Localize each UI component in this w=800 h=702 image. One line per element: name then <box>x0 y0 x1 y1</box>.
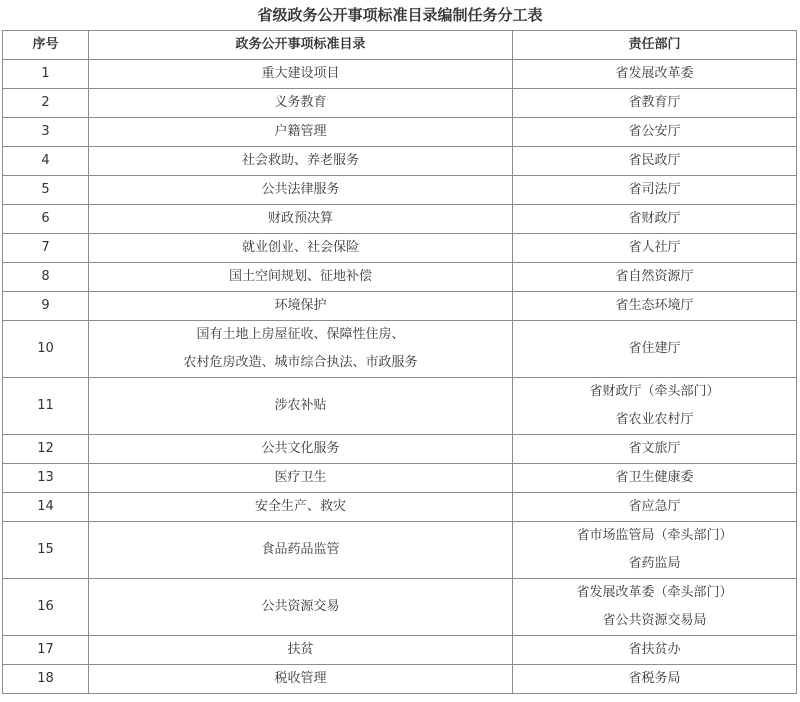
department-text: 省药监局 <box>628 556 681 571</box>
serial-number-cell: 10 <box>3 321 89 378</box>
department-text: 省教育厅 <box>628 95 681 110</box>
responsible-department-cell <box>513 234 797 263</box>
responsible-department-cell <box>513 493 797 522</box>
item-text: 农村危房改造、城市综合执法、市政服务 <box>183 355 418 370</box>
responsible-department-cell <box>513 665 797 694</box>
department-text: 省公共资源交易局 <box>602 613 707 628</box>
public-affairs-item-cell <box>89 89 513 118</box>
table-row <box>3 321 797 378</box>
responsible-department-cell <box>513 205 797 234</box>
table-row <box>3 493 797 522</box>
item-text: 安全生产、救灾 <box>254 499 346 514</box>
serial-number-cell: 7 <box>3 234 89 263</box>
item-text: 环境保护 <box>274 298 327 313</box>
item-text: 公共法律服务 <box>261 182 340 197</box>
department-text: 省住建厅 <box>628 341 681 356</box>
public-affairs-item-cell <box>89 176 513 205</box>
table-row <box>3 176 797 205</box>
department-text: 省税务局 <box>628 671 681 686</box>
department-text: 省人社厅 <box>628 240 681 255</box>
responsible-department-cell <box>513 118 797 147</box>
table-row <box>3 464 797 493</box>
serial-number-cell: 5 <box>3 176 89 205</box>
department-text: 省应急厅 <box>628 499 681 514</box>
responsible-department-cell <box>513 522 797 579</box>
table-row <box>3 292 797 321</box>
responsible-department-cell <box>513 147 797 176</box>
department-text: 省自然资源厅 <box>615 269 694 284</box>
public-affairs-item-cell <box>89 378 513 435</box>
serial-number-cell: 2 <box>3 89 89 118</box>
serial-number-cell: 11 <box>3 378 89 435</box>
header-responsible-department: 责任部门 <box>513 31 797 60</box>
serial-number-cell: 15 <box>3 522 89 579</box>
table-row <box>3 636 797 665</box>
item-text: 食品药品监管 <box>261 542 340 557</box>
task-allocation-table <box>2 30 797 694</box>
responsible-department-cell <box>513 89 797 118</box>
public-affairs-item-cell <box>89 292 513 321</box>
table-row <box>3 579 797 636</box>
responsible-department-cell <box>513 579 797 636</box>
department-text: 省司法厅 <box>628 182 681 197</box>
department-text: 省文旅厅 <box>628 441 681 456</box>
serial-number-cell: 13 <box>3 464 89 493</box>
department-text: 省市场监管局（牵头部门） <box>576 528 733 543</box>
department-text: 省扶贫办 <box>628 642 681 657</box>
item-text: 税收管理 <box>274 671 327 686</box>
serial-number-cell: 12 <box>3 435 89 464</box>
serial-number-cell: 18 <box>3 665 89 694</box>
item-text: 公共文化服务 <box>261 441 340 456</box>
table-row <box>3 234 797 263</box>
serial-number-cell: 17 <box>3 636 89 665</box>
item-text: 重大建设项目 <box>261 66 340 81</box>
table-row <box>3 378 797 435</box>
responsible-department-cell <box>513 464 797 493</box>
public-affairs-item-cell <box>89 147 513 176</box>
responsible-department-cell <box>513 292 797 321</box>
serial-number-cell: 6 <box>3 205 89 234</box>
serial-number-cell: 16 <box>3 579 89 636</box>
department-text: 省生态环境厅 <box>615 298 694 313</box>
public-affairs-item-cell <box>89 263 513 292</box>
item-text: 涉农补贴 <box>274 398 327 413</box>
department-text: 省发展改革委 <box>615 66 694 81</box>
table-row <box>3 118 797 147</box>
item-text: 财政预决算 <box>267 211 333 226</box>
public-affairs-item-cell <box>89 493 513 522</box>
item-text: 社会救助、养老服务 <box>241 153 359 168</box>
public-affairs-item-cell <box>89 665 513 694</box>
public-affairs-item-cell <box>89 579 513 636</box>
public-affairs-item-cell <box>89 205 513 234</box>
item-text: 就业创业、社会保险 <box>241 240 359 255</box>
responsible-department-cell <box>513 636 797 665</box>
public-affairs-item-cell <box>89 464 513 493</box>
table-row <box>3 60 797 89</box>
table-row <box>3 205 797 234</box>
serial-number-cell: 9 <box>3 292 89 321</box>
department-text: 省财政厅 <box>628 211 681 226</box>
responsible-department-cell <box>513 378 797 435</box>
public-affairs-item-cell <box>89 522 513 579</box>
serial-number-cell: 8 <box>3 263 89 292</box>
item-text: 公共资源交易 <box>261 599 340 614</box>
table-row <box>3 665 797 694</box>
item-text: 义务教育 <box>274 95 327 110</box>
item-text: 医疗卫生 <box>274 470 327 485</box>
serial-number-cell: 14 <box>3 493 89 522</box>
responsible-department-cell <box>513 321 797 378</box>
department-text: 省公安厅 <box>628 124 681 139</box>
item-text: 国土空间规划、征地补偿 <box>228 269 372 284</box>
item-text: 扶贫 <box>287 642 314 657</box>
table-row <box>3 89 797 118</box>
header-serial-number: 序号 <box>3 31 89 60</box>
public-affairs-item-cell <box>89 636 513 665</box>
department-text: 省发展改革委（牵头部门） <box>576 585 733 600</box>
responsible-department-cell <box>513 176 797 205</box>
item-text: 国有土地上房屋征收、保障性住房、 <box>196 327 405 342</box>
serial-number-cell: 3 <box>3 118 89 147</box>
responsible-department-cell <box>513 263 797 292</box>
responsible-department-cell <box>513 435 797 464</box>
public-affairs-item-cell <box>89 234 513 263</box>
header-row <box>3 31 797 60</box>
department-text: 省财政厅（牵头部门） <box>589 384 720 399</box>
public-affairs-item-cell <box>89 321 513 378</box>
serial-number-cell: 4 <box>3 147 89 176</box>
serial-number-cell: 1 <box>3 60 89 89</box>
department-text: 省民政厅 <box>628 153 681 168</box>
table-row <box>3 263 797 292</box>
table-row <box>3 147 797 176</box>
public-affairs-item-cell <box>89 118 513 147</box>
table-body <box>3 60 797 694</box>
department-text: 省卫生健康委 <box>615 470 694 485</box>
public-affairs-item-cell <box>89 435 513 464</box>
table-title: 省级政务公开事项标准目录编制任务分工表 <box>257 6 543 24</box>
item-text: 户籍管理 <box>274 124 327 139</box>
table-row <box>3 522 797 579</box>
header-public-affairs-item: 政务公开事项标准目录 <box>89 31 513 60</box>
table-row <box>3 435 797 464</box>
responsible-department-cell <box>513 60 797 89</box>
public-affairs-item-cell <box>89 60 513 89</box>
department-text: 省农业农村厅 <box>615 412 694 427</box>
